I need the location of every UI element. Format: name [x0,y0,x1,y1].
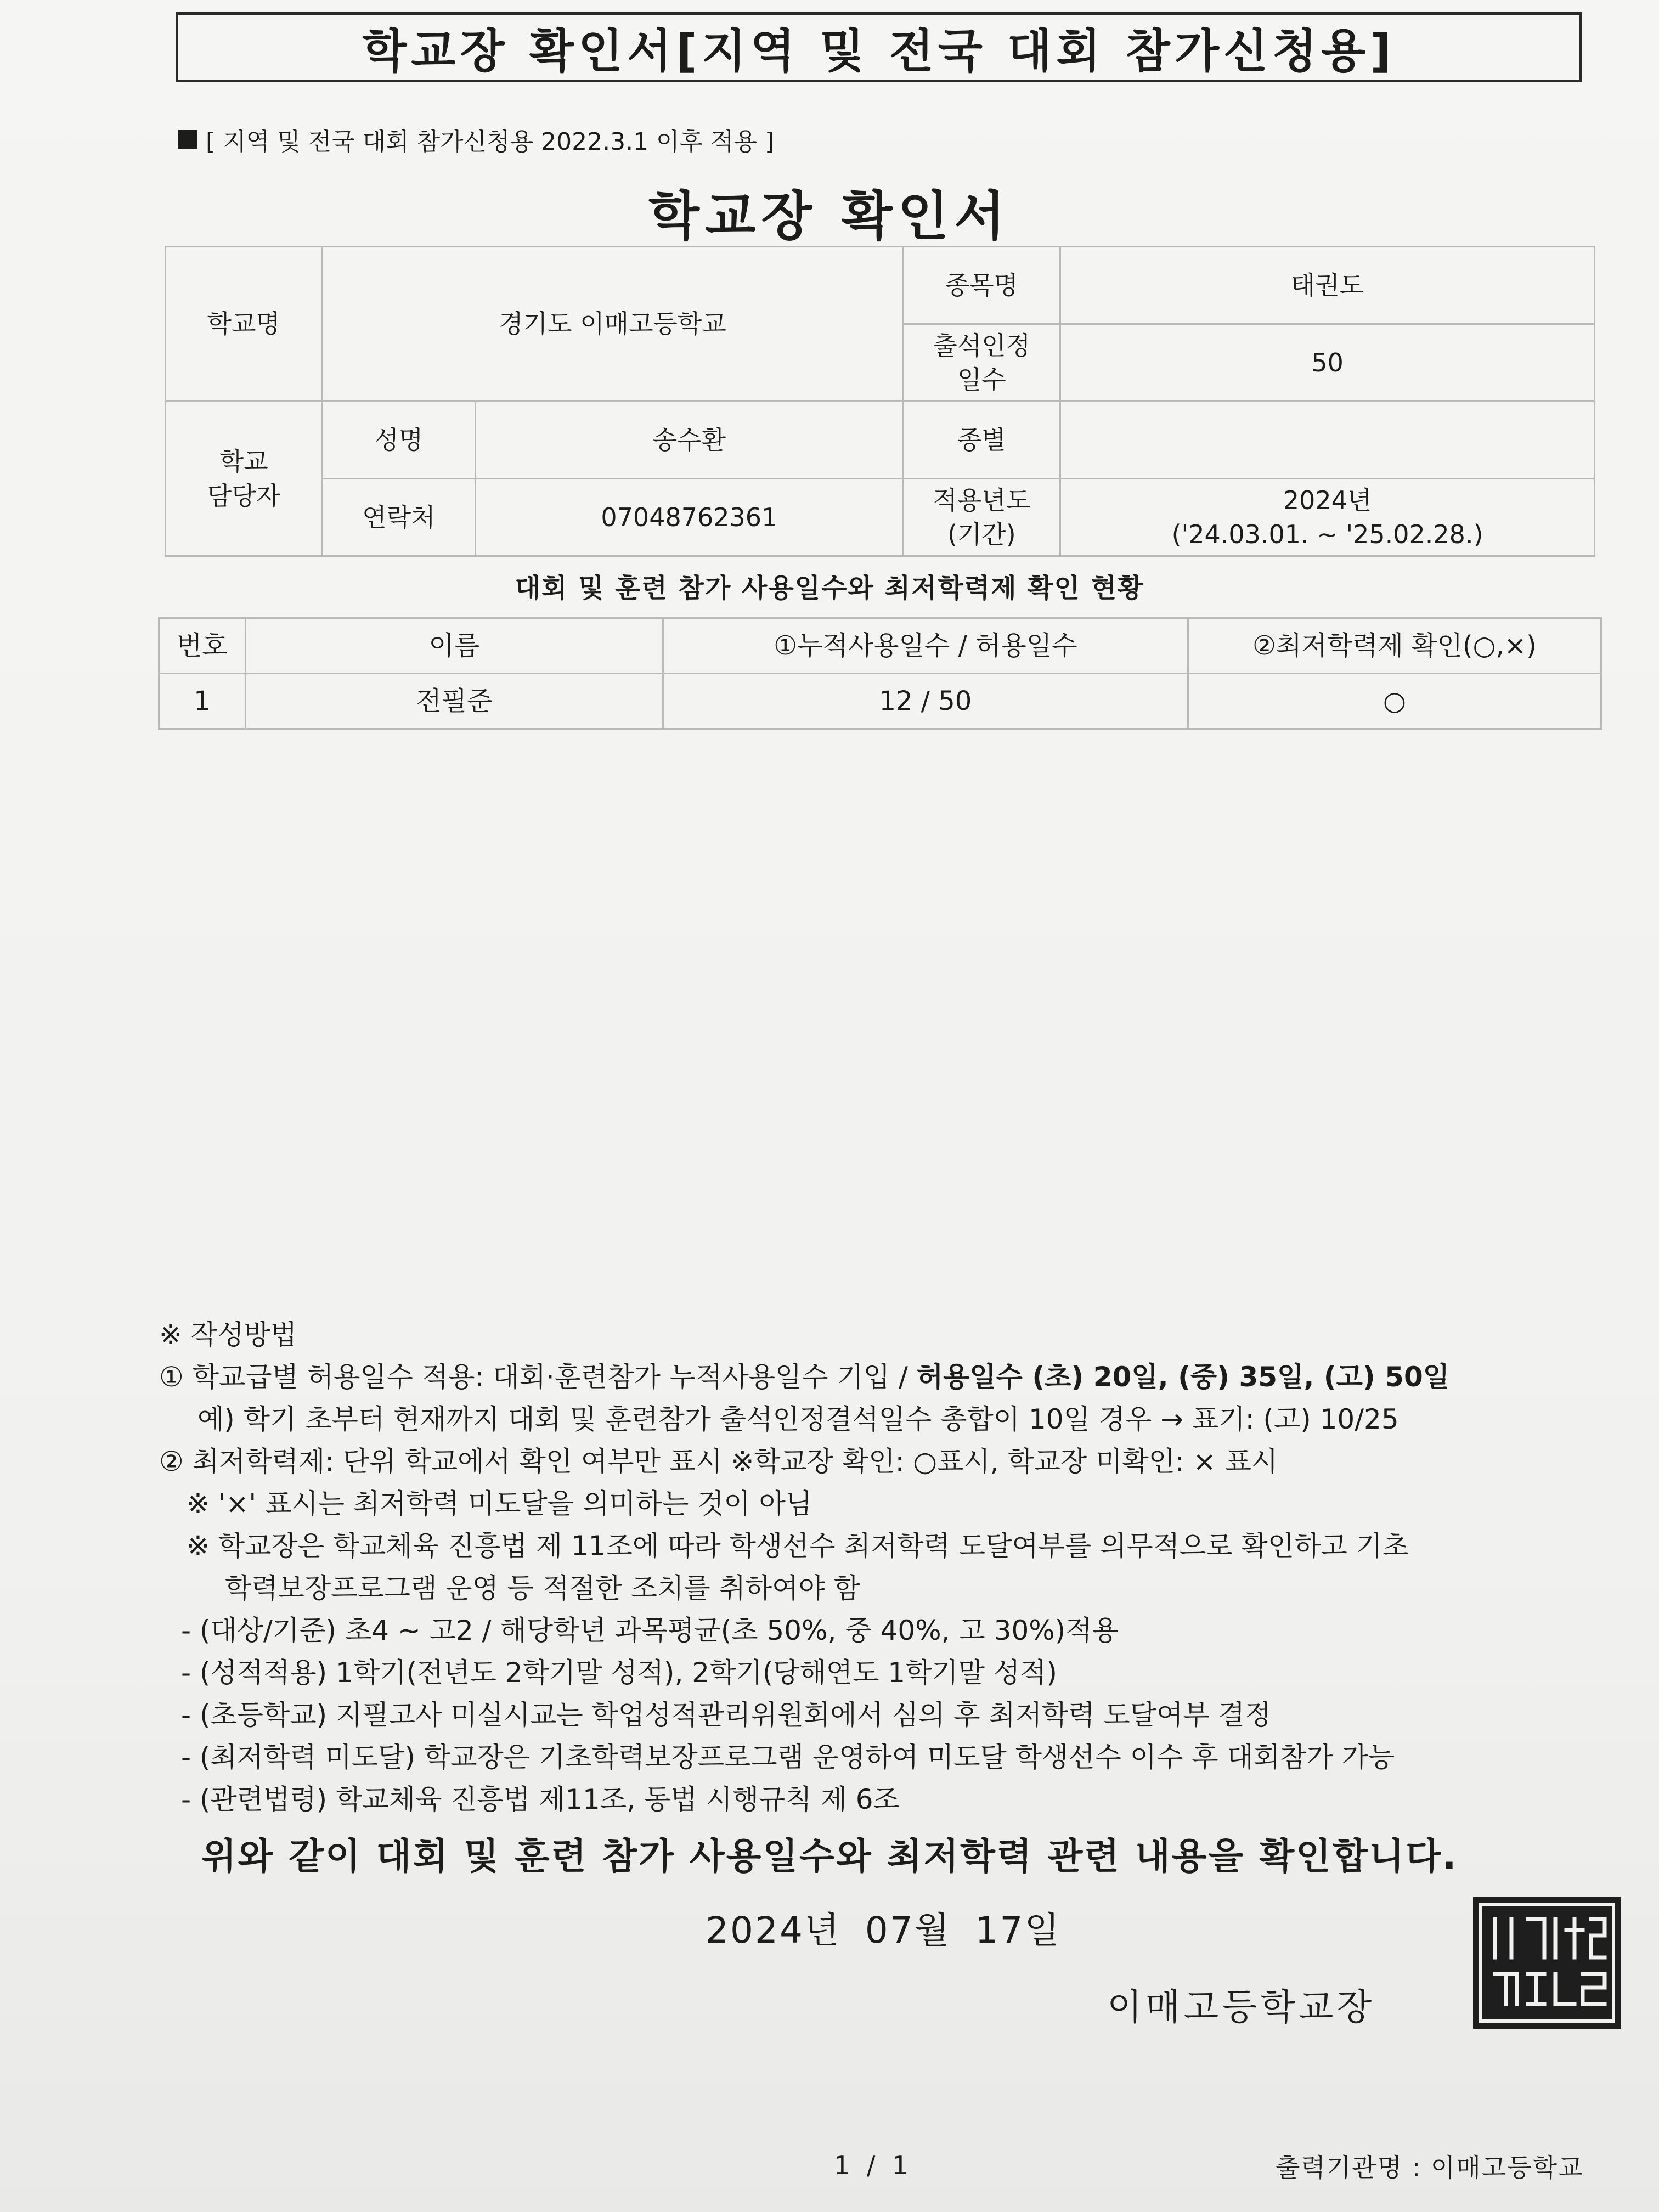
header-number: 번호 [159,618,246,674]
table-row [159,674,1601,729]
applicable-year-value: 2024년 ('24.03.01. ~ '25.02.28.) [1060,479,1595,556]
instruction-line: - (최저학력 미도달) 학교장은 기초학력보장프로그램 운영하여 미도달 학생선수 이수 후 대회참가 가능 [181,1741,1395,1773]
header-min-academic: ②최저학력제 확인(○,×) [1188,618,1601,674]
instruction-line: - (성적적용) 1학기(전년도 2학기말 성적), 2학기(당해연도 1학기말 성적) [181,1657,1057,1689]
applicability-note [178,122,774,157]
school-name-value: 경기도 이매고등학교 [322,247,903,402]
school-info-table [165,246,1595,557]
instruction-line: - (초등학교) 지필고사 미실시교는 학업성적관리위원회에서 심의 후 최저학력 도달여부 결정 [181,1699,1272,1731]
manager-name-label: 성명 [322,402,476,479]
school-name-label: 학교명 [166,247,323,402]
category-value [1060,402,1595,479]
participation-table [158,617,1602,730]
issue-date: 2024년 07월 17일 [706,1909,1062,1951]
instruction-line: - (대상/기준) 초4 ~ 고2 / 해당학년 과목평균(초 50%, 중 40%, 고 30%)적용 [181,1615,1119,1646]
writing-instructions [159,1314,1531,1821]
applicable-year-label: 적용년도 (기간) [903,479,1060,556]
school-manager-label: 학교 담당자 [166,402,323,556]
document-header-title: 학교장 확인서[지역 및 전국 대회 참가신청용] [176,12,1582,82]
attendance-days-label: 출석인정 일수 [903,324,1060,402]
instruction-line: ① 학교급별 허용일수 적용: 대회·훈련참가 누적사용일수 기입 / 허용일수 (초) 20일, (중) 35일, (고) 50일 [159,1361,1450,1393]
page-number: 1 / 1 [834,2151,913,2180]
row-student-name: 전필준 [245,674,663,729]
principal-signature: 이매고등학교장 [1107,1986,1375,2028]
square-bullet-icon [178,130,197,149]
participation-section-title: 대회 및 훈련 참가 사용일수와 최저학력제 확인 현황 [515,573,1144,603]
page-title: 학교장 확인서 [648,185,1011,247]
instructions-heading: ※ 작성방법 [159,1319,297,1351]
instruction-line: ※ '×' 표시는 최저학력 미도달을 의미하는 것이 아님 [187,1488,812,1520]
row-number: 1 [159,674,246,729]
instruction-line: 예) 학기 초부터 현재까지 대회 및 훈련참가 출석인정결석일수 총합이 10일 경우 → 표기: (고) 10/25 [198,1403,1399,1435]
row-days: 12 / 50 [663,674,1188,729]
applicability-note-text: [ 지역 및 전국 대회 참가신청용 2022.3.1 이후 적용 ] [206,128,775,156]
school-seal-stamp [1473,1897,1621,2029]
manager-name-value: 송수환 [476,402,903,479]
printing-institution: 출력기관명 : 이매고등학교 [1276,2153,1584,2182]
header-days: ①누적사용일수 / 허용일수 [663,618,1188,674]
confirmation-statement: 위와 같이 대회 및 훈련 참가 사용일수와 최저학력 관련 내용을 확인합니다. [201,1835,1458,1877]
instruction-line: 학력보장프로그램 운영 등 적절한 조치를 취하여야 함 [225,1572,860,1604]
instruction-line: ② 최저학력제: 단위 학교에서 확인 여부만 표시 ※학교장 확인: ○표시, 학교장 미확인: × 표시 [159,1446,1278,1477]
row-min-academic-check: ○ [1188,674,1601,729]
participation-header-row [159,618,1601,674]
allowed-days-emphasis: 허용일수 (초) 20일, (중) 35일, (고) 50일 [916,1361,1450,1393]
category-label: 종별 [903,402,1060,479]
contact-label: 연락처 [322,479,476,556]
sport-label: 종목명 [903,247,1060,324]
instruction-line: ※ 학교장은 학교체육 진흥법 제 11조에 따라 학생선수 최저학력 도달여부를 의무적으로 확인하고 기초 [187,1530,1409,1562]
instruction-line: - (관련법령) 학교체육 진흥법 제11조, 동법 시행규칙 제 6조 [181,1784,900,1815]
header-name: 이름 [245,618,663,674]
attendance-days-value: 50 [1060,324,1595,402]
sport-value: 태권도 [1060,247,1595,324]
contact-value: 07048762361 [476,479,903,556]
